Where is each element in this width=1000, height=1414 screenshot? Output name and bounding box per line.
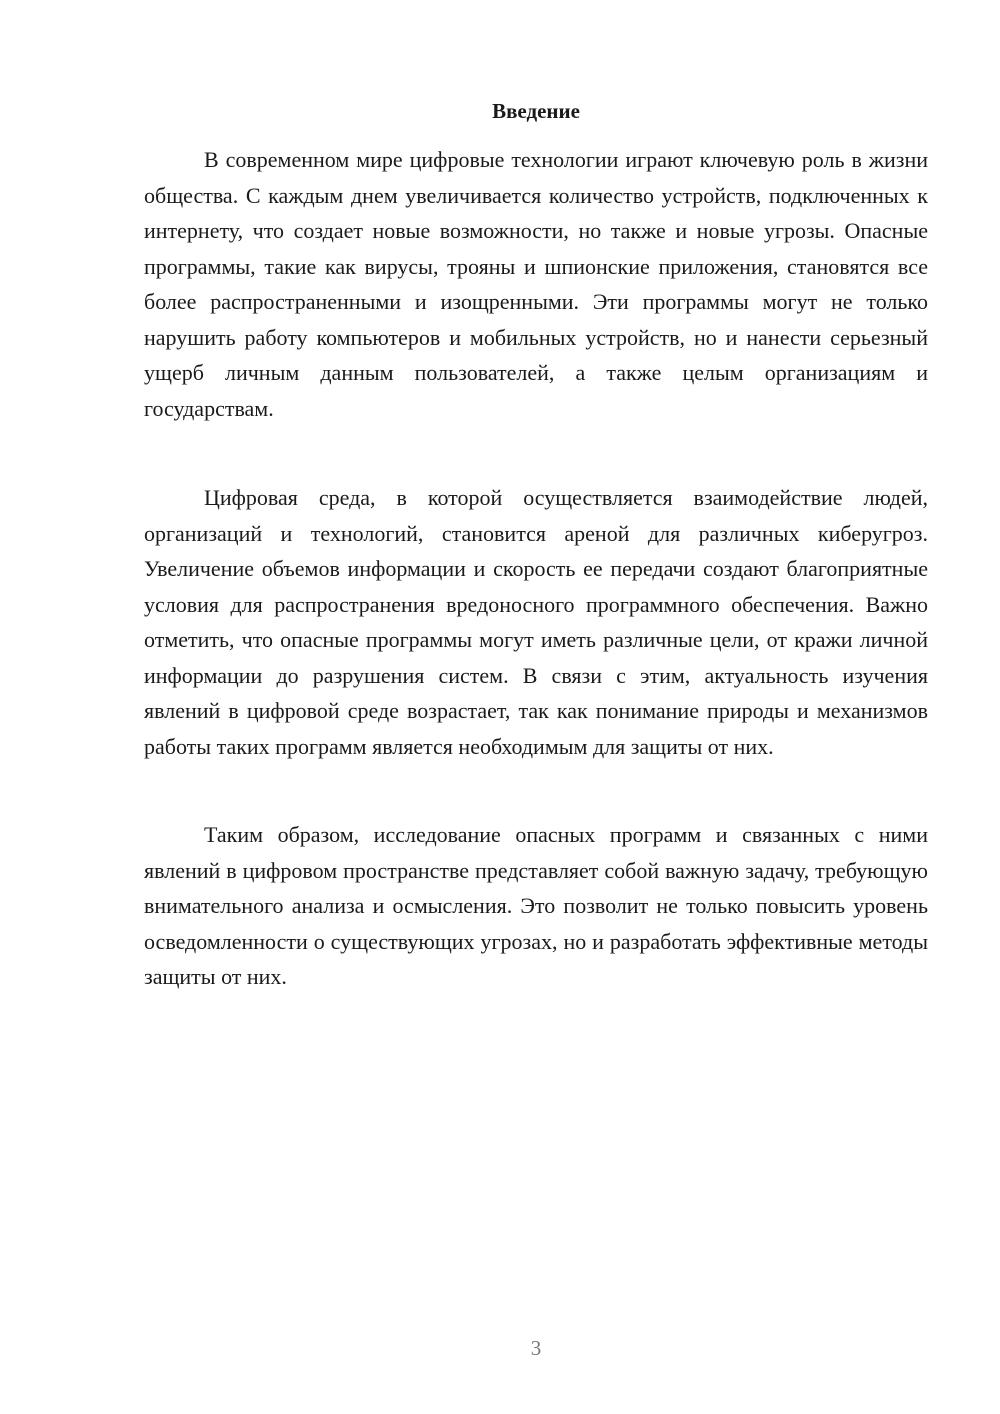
paragraph-1: В современном мире цифровые технологии играют ключевую роль в жизни общества. С каждым днем увеличивается количество устройств, подключенных к интернету, что создает новые возможности, но также и новые угрозы. Опасные программы, такие как вирусы, трояны и шпионские приложения, становятся все более распространенными и изощренными. Эти программы могут не только нарушить работу компьютеров и мобильных устройств, но и нанести серьезный ущерб личным данным пользователей, а также целым организациям и государствам. — [144, 147, 928, 421]
paragraph-3: Таким образом, исследование опасных программ и связанных с ними явлений в цифровом пространстве представляет собой важную задачу, требующую внимательного анализа и осмысления. Это позволит не только повысить уровень осведомленности о существующих угрозах, но и разработать эффективные методы защиты от них. — [144, 822, 928, 989]
page-title: Введение — [492, 99, 580, 123]
paragraph-2: Цифровая среда, в которой осуществляется взаимодействие людей, организаций и технологий, становится ареной для различных киберугроз. Увеличение объемов информации и скорость ее передачи создают благоприятные условия для распространения вредоносного программного обеспечения. Важно отметить, что опасные программы могут иметь различные цели, от кражи личной информации до разрушения систем. В связи с этим, актуальность изучения явлений в цифровой среде возрастает, так как понимание природы и механизмов работы таких программ является необходимым для защиты от них. — [144, 485, 928, 759]
page-number: 3 — [530, 1336, 542, 1360]
